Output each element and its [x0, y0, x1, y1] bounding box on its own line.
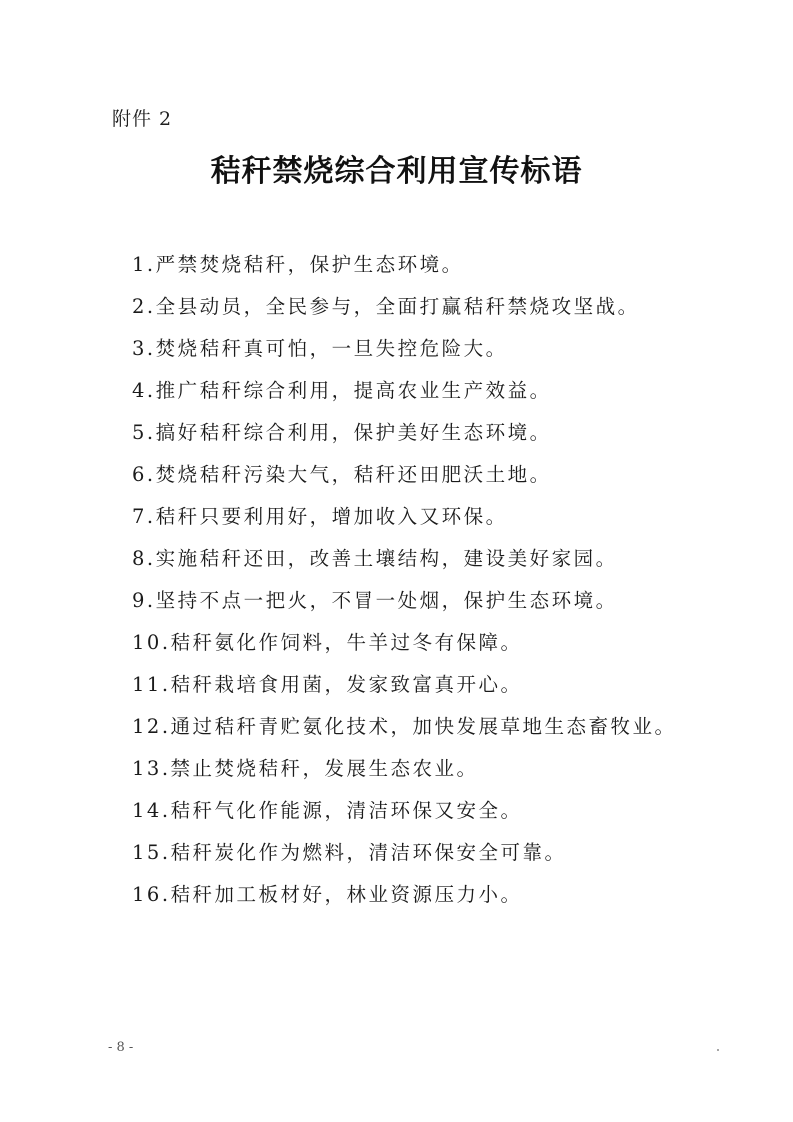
page-number: - 8 - — [108, 1040, 134, 1055]
document-title: 秸秆禁烧综合利用宣传标语 — [210, 154, 583, 189]
slogan-item: 15.秸秆炭化作为燃料，清洁环保安全可靠。 — [132, 841, 567, 864]
slogan-item: 5.搞好秸秆综合利用，保护美好生态环境。 — [132, 421, 552, 444]
slogan-item: 11.秸秆栽培食用菌，发家致富真开心。 — [132, 673, 523, 696]
slogan-list — [132, 248, 692, 920]
slogan-item: 7.秸秆只要利用好，增加收入又环保。 — [132, 505, 508, 528]
slogan-item: 16.秸秆加工板材好，林业资源压力小。 — [132, 883, 523, 906]
slogan-item: 10.秸秆氨化作饲料，牛羊过冬有保障。 — [132, 631, 523, 654]
attachment-label: 附件 2 — [112, 108, 173, 130]
slogan-item: 2.全县动员，全民参与，全面打赢秸秆禁烧攻坚战。 — [132, 295, 640, 318]
slogan-item: 13.禁止焚烧秸秆，发展生态农业。 — [132, 757, 479, 780]
slogan-item: 8.实施秸秆还田，改善土壤结构，建设美好家园。 — [132, 547, 618, 570]
slogan-item: 1.严禁焚烧秸秆，保护生态环境。 — [132, 253, 464, 276]
slogan-item: 9.坚持不点一把火，不冒一处烟，保护生态环境。 — [132, 589, 618, 612]
slogan-item: 14.秸秆气化作能源，清洁环保又安全。 — [132, 799, 523, 822]
slogan-item: 3.焚烧秸秆真可怕，一旦失控危险大。 — [132, 337, 508, 360]
scan-speck — [717, 1049, 719, 1051]
slogan-item: 4.推广秸秆综合利用，提高农业生产效益。 — [132, 379, 552, 402]
slogan-item: 6.焚烧秸秆污染大气，秸秆还田肥沃土地。 — [132, 463, 552, 486]
slogan-item: 12.通过秸秆青贮氨化技术，加快发展草地生态畜牧业。 — [132, 715, 677, 738]
